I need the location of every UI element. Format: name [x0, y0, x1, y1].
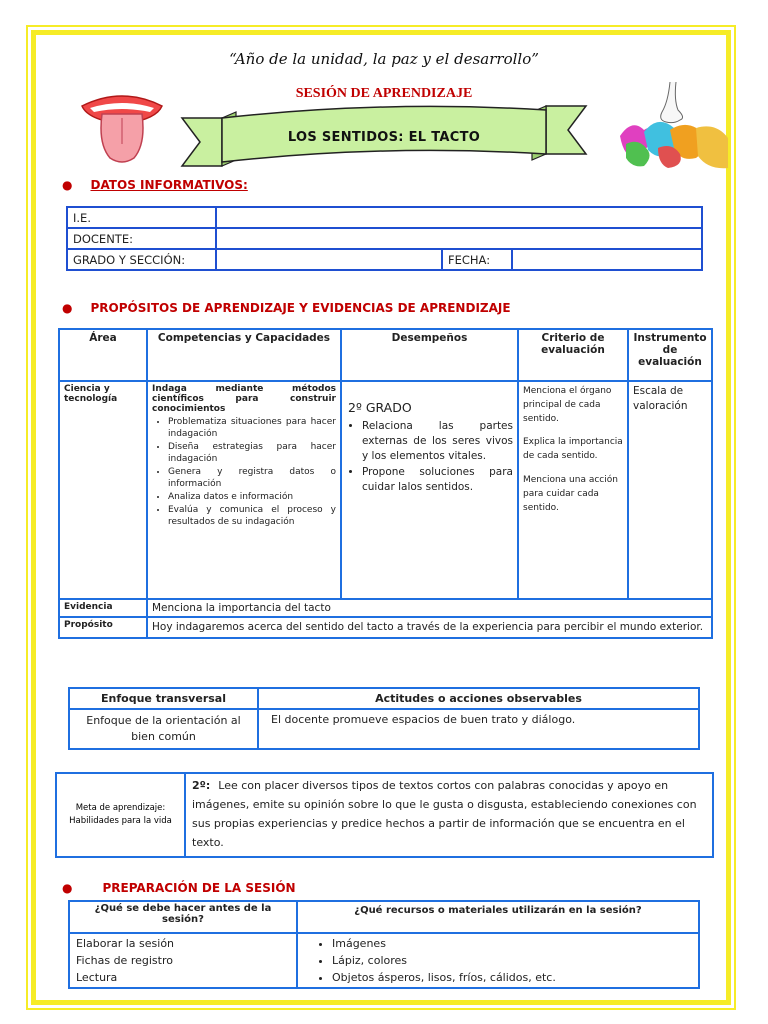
- proposito-text: Hoy indagaremos acerca del sentido del tacto a través de la experiencia para percibir el mundo exterior.: [147, 617, 712, 638]
- antes-cell: [69, 933, 297, 988]
- recursos-cell: [297, 933, 699, 988]
- competencias-cell: [147, 381, 341, 599]
- header-actitudes: Actitudes o acciones observables: [258, 688, 699, 709]
- desempenos-cell: [341, 381, 518, 599]
- list-item: • Evalúa y comunica el proceso y resultados de su indagación: [168, 504, 336, 528]
- bullet-icon: ●: [62, 881, 73, 895]
- ie-label: I.E.: [67, 207, 216, 228]
- recursos-list: [304, 935, 692, 986]
- bullet-icon: ●: [62, 178, 73, 192]
- bullet-icon: ●: [62, 301, 73, 315]
- header-instrumento: Instrumento de evaluación: [628, 329, 712, 381]
- header-recursos: ¿Qué recursos o materiales utilizarán en la sesión?: [297, 901, 699, 933]
- list-item: Elaborar la sesión: [76, 937, 175, 950]
- header-criterio: Criterio de evaluación: [518, 329, 628, 381]
- grade-label: 2º GRADO: [348, 400, 412, 415]
- session-title: SESIÓN DE APRENDIZAJE: [295, 86, 473, 101]
- list-item: Lectura: [76, 971, 118, 984]
- criterio-item: Explica la importancia de cada sentido.: [523, 437, 623, 461]
- meta-label: Meta de aprendizaje: Habilidades para la vida: [56, 773, 185, 857]
- header-competencias: Competencias y Capacidades: [147, 329, 341, 381]
- competencia-title: Indaga mediante métodos científicos para construir conocimientos: [152, 384, 336, 414]
- enfoque-cell: Enfoque de la orientación al bien común: [69, 709, 258, 749]
- fecha-field[interactable]: [512, 249, 702, 270]
- datos-heading: DATOS INFORMATIVOS:: [90, 178, 248, 192]
- fecha-label: FECHA:: [442, 249, 512, 270]
- list-item: • Objetos ásperos, lisos, fríos, cálidos, etc.: [332, 969, 692, 986]
- header-enfoque: Enfoque transversal: [69, 688, 258, 709]
- list-item: • Propone soluciones para cuidar lalos sentidos.: [362, 465, 513, 495]
- meta-text: Lee con placer diversos tipos de textos cortos con palabras conocidas y apoyo en imágenes, emite su opinión sobre lo que le gusta o disgusta, estableciendo conexiones con sus propias experiencias y predice hechos a partir de información que se encuentra en el texto.: [192, 779, 697, 849]
- header-antes: ¿Qué se debe hacer antes de la sesión?: [69, 901, 297, 933]
- enfoque-table: [68, 687, 700, 750]
- datos-heading-row: [62, 178, 248, 192]
- preparacion-heading: PREPARACIÓN DE LA SESIÓN: [102, 881, 296, 895]
- propositos-heading-row: [62, 301, 511, 315]
- list-item: • Lápiz, colores: [332, 952, 692, 969]
- evidencia-label: Evidencia: [59, 599, 147, 617]
- datos-table: [66, 206, 703, 271]
- motto: “Año de la unidad, la paz y el desarrollo”: [229, 50, 539, 68]
- grado-label: GRADO Y SECCIÓN:: [67, 249, 216, 270]
- proposito-label: Propósito: [59, 617, 147, 638]
- meta-grade: 2º:: [192, 779, 211, 792]
- criterio-cell: [518, 381, 628, 599]
- preparacion-heading-row: [62, 881, 296, 895]
- grado-field[interactable]: [216, 249, 442, 270]
- list-item: • Diseña estrategias para hacer indagación: [168, 441, 336, 465]
- capacidades-list: [152, 416, 336, 528]
- criterio-item: Menciona el órgano principal de cada sentido.: [523, 386, 612, 424]
- docente-label: DOCENTE:: [67, 228, 216, 249]
- list-item: Fichas de registro: [76, 954, 173, 967]
- docente-field[interactable]: [216, 228, 702, 249]
- ie-field[interactable]: [216, 207, 702, 228]
- list-item: • Problematiza situaciones para hacer indagación: [168, 416, 336, 440]
- criterio-item: Menciona una acción para cuidar cada sentido.: [523, 475, 618, 513]
- header-desempenos: Desempeños: [341, 329, 518, 381]
- instrumento-cell: Escala de valoración: [628, 381, 712, 599]
- propositos-heading: PROPÓSITOS DE APRENDIZAJE Y EVIDENCIAS DE APRENDIZAJE: [90, 301, 511, 315]
- preparacion-table: [68, 900, 700, 989]
- header-area: Área: [59, 329, 147, 381]
- list-item: • Relaciona las partes externas de los seres vivos y los elementos vitales.: [362, 419, 513, 464]
- desempenos-list: [346, 419, 513, 495]
- actitud-cell: El docente promueve espacios de buen trato y diálogo.: [258, 709, 699, 749]
- list-item: • Imágenes: [332, 935, 692, 952]
- list-item: • Genera y registra datos o información: [168, 466, 336, 490]
- list-item: • Analiza datos e información: [168, 491, 336, 503]
- meta-text-cell: [185, 773, 713, 857]
- area-cell: Ciencia y tecnología: [59, 381, 147, 599]
- meta-table: [55, 772, 714, 858]
- evidencia-text: Menciona la importancia del tacto: [147, 599, 712, 617]
- banner-title: LOS SENTIDOS: EL TACTO: [287, 130, 481, 145]
- propositos-table: [58, 328, 713, 639]
